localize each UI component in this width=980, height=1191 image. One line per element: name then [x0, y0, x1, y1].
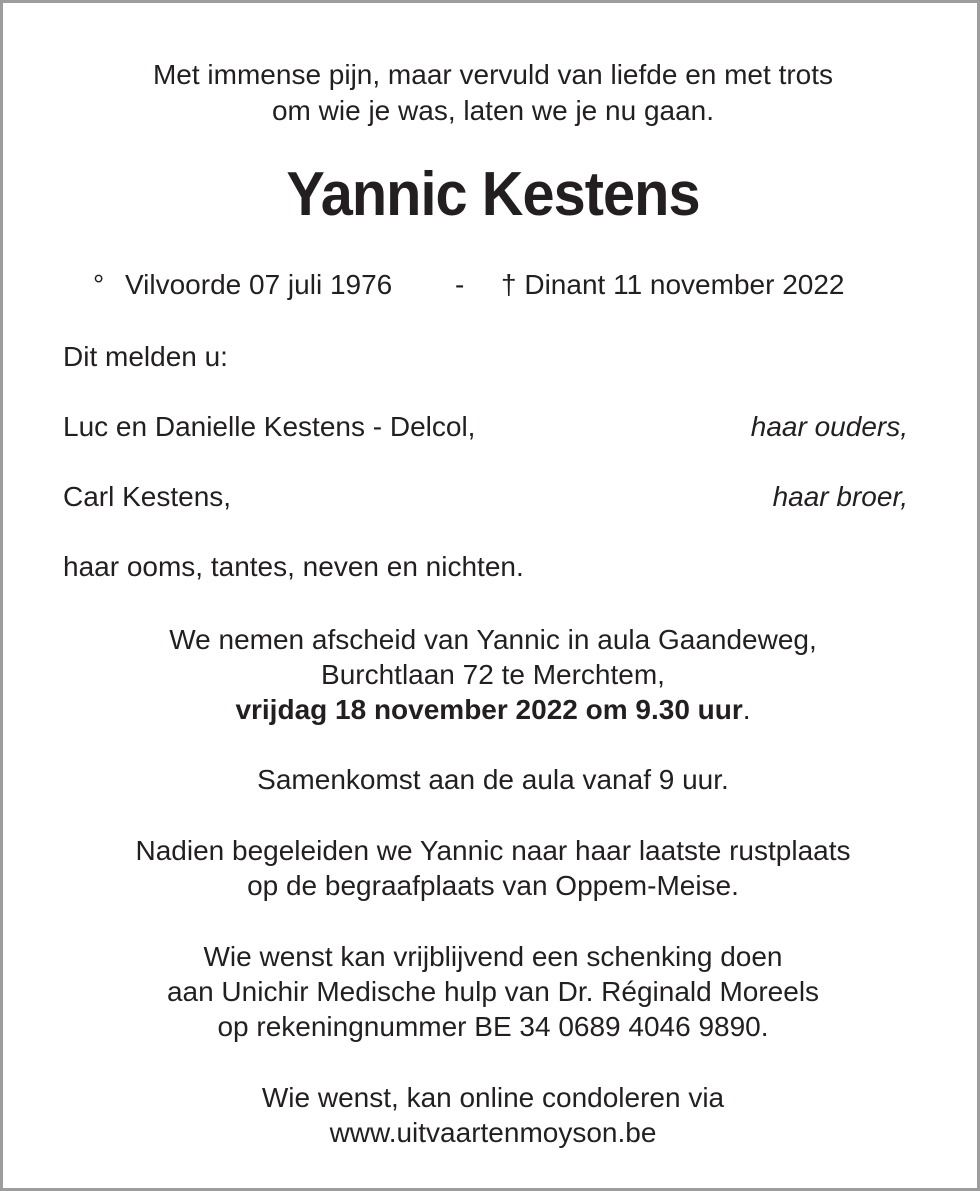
intro-line-2: om wie je was, laten we je nu gaan.: [271, 95, 715, 126]
donation-line-1: Wie wenst kan vrijblijvend een schenking doen: [203, 941, 783, 972]
ceremony-datetime-text: vrijdag 18 november 2022 om 9.30 uur: [235, 694, 743, 725]
family-member-parents: Luc en Danielle Kestens - Delcol,: [63, 411, 476, 442]
condolence-url-link[interactable]: www.uitvaartenmoyson.be: [329, 1117, 657, 1148]
burial-line-1: Nadien begeleiden we Yannic naar haar laatste rustplaats: [135, 835, 851, 866]
ceremony-line-2: Burchtlaan 72 te Merchtem,: [321, 659, 665, 690]
gathering-info: Samenkomst aan de aula vanaf 9 uur.: [257, 764, 729, 795]
date-separator: -: [455, 269, 465, 300]
birth-symbol: °: [93, 269, 105, 300]
deceased-name: Yannic Kestens: [286, 160, 700, 229]
relation-brother: haar broer,: [772, 481, 908, 512]
ceremony-datetime: [3, 692, 980, 728]
condolence-line-1: Wie wenst, kan online condoleren via: [261, 1082, 725, 1113]
birth-info: Vilvoorde 07 juli 1976: [125, 269, 393, 300]
relation-parents: haar ouders,: [750, 411, 908, 442]
intro-line-1: Met immense pijn, maar vervuld van liefde en met trots: [152, 59, 834, 90]
burial-line-2: op de begraafplaats van Oppem-Meise.: [247, 870, 739, 901]
extended-family: haar ooms, tantes, neven en nichten.: [63, 551, 524, 582]
ceremony-line-1: We nemen afscheid van Yannic in aula Gaandeweg,: [169, 624, 817, 655]
donation-line-3: op rekeningnummer BE 34 0689 4046 9890.: [217, 1011, 769, 1042]
ceremony-datetime-suffix: .: [742, 694, 751, 725]
donation-line-2: aan Unichir Medische hulp van Dr. Réginald Moreels: [166, 976, 820, 1007]
announcement-intro: Dit melden u:: [63, 341, 228, 372]
death-info: † Dinant 11 november 2022: [501, 269, 845, 300]
family-member-brother: Carl Kestens,: [63, 481, 232, 512]
